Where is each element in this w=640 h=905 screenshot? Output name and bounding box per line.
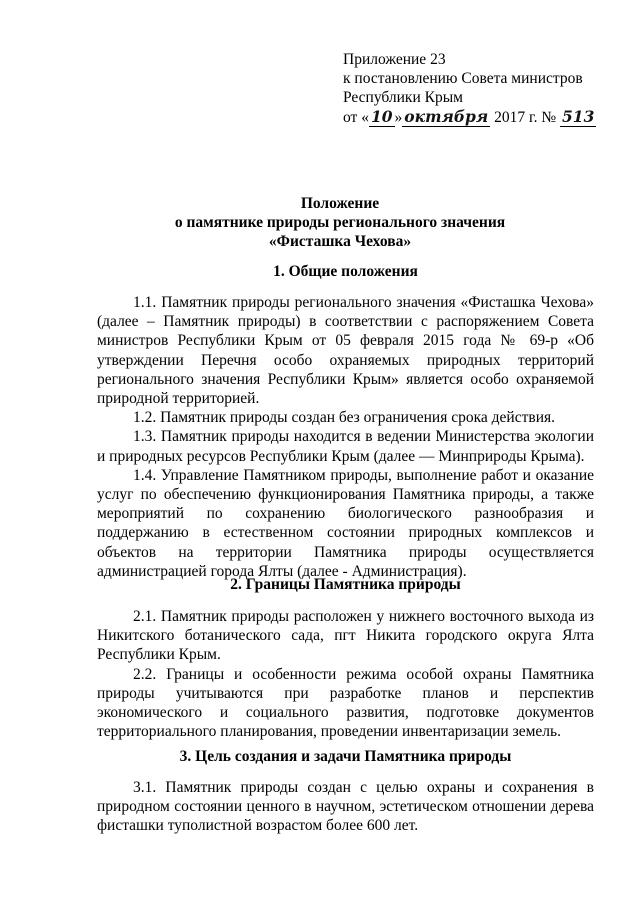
handwritten-month: октября xyxy=(404,107,489,126)
paragraph-1-3: 1.3. Памятник природы находится в ведении Министерства экологии и природных ресурсов Республики Крым (далее — Минприроды Крыма). xyxy=(97,428,594,465)
title-line-1: Положение xyxy=(300,195,380,212)
paragraph-1-4: 1.4. Управление Памятником природы, выполнение работ и оказание услуг по обеспечению функционирования Памятника природы, а также мероприятий по сохранению биологического разнообразия и поддержанию в естественном состоянии природных комплексов и объектов на территории Памятника природы осуществляется администрацией города Ялты (далее - Администрация). xyxy=(97,466,594,580)
paragraph-2-1: 2.1. Памятник природы расположен у нижнего восточного выхода из Никитского ботанического сада, пгт Никита городского округа Ялта Республики Крым. xyxy=(97,608,594,664)
date-prefix: от « xyxy=(343,109,369,126)
document-title xyxy=(100,194,580,251)
title-line-3: «Фисташка Чехова» xyxy=(268,233,412,250)
section-3-heading: 3. Цель создания и задачи Памятника природы xyxy=(179,748,512,765)
section-2-heading: 2. Границы Памятника природы xyxy=(230,576,461,593)
handwritten-day: 10 xyxy=(370,107,393,126)
paragraph-1-1: 1.1. Памятник природы регионального значения «Фисташка Чехова» (далее – Памятник природы) в соответствии с распоряжением Совета министров Республики Крым от 05 февраля 2015 года № 69-р «Об утверждении Перечня особо охраняемых природных территорий регионального значения Республики Крым» является особо охраняемой природной территорией. xyxy=(97,294,594,408)
section-1-body xyxy=(97,293,594,581)
section-3-body xyxy=(97,778,594,836)
paragraph-1-2: 1.2. Памятник природы создан без ограничения срока действия. xyxy=(133,409,555,427)
date-year: 2017 г. № xyxy=(494,109,557,126)
section-2-body xyxy=(97,607,594,741)
appendix-date-line xyxy=(343,107,596,127)
paragraph-3-1: 3.1. Памятник природы создан с целью охраны и сохранения в природном состоянии ценного в научном, эстетическом отношении дерева фисташки туполистной возрастом более 600 лет. xyxy=(97,779,594,835)
date-mid: » xyxy=(394,109,403,126)
appendix-line-1: Приложение 23 xyxy=(343,51,446,68)
title-line-2: о памятнике природы регионального значения xyxy=(174,214,506,231)
paragraph-2-2: 2.2. Границы и особенности режима особой охраны Памятника природы учитываются при разработке планов и перспектив экономического и социального развития, подготовке документов территориального планирования, проведении инвентаризации земель. xyxy=(97,665,594,741)
appendix-line-3: Республики Крым xyxy=(343,89,463,106)
section-1-heading: 1. Общие положения xyxy=(273,263,418,280)
appendix-line-2: к постановлению Совета министров xyxy=(343,70,583,87)
handwritten-number: 513 xyxy=(562,107,595,126)
appendix-block xyxy=(343,50,596,127)
